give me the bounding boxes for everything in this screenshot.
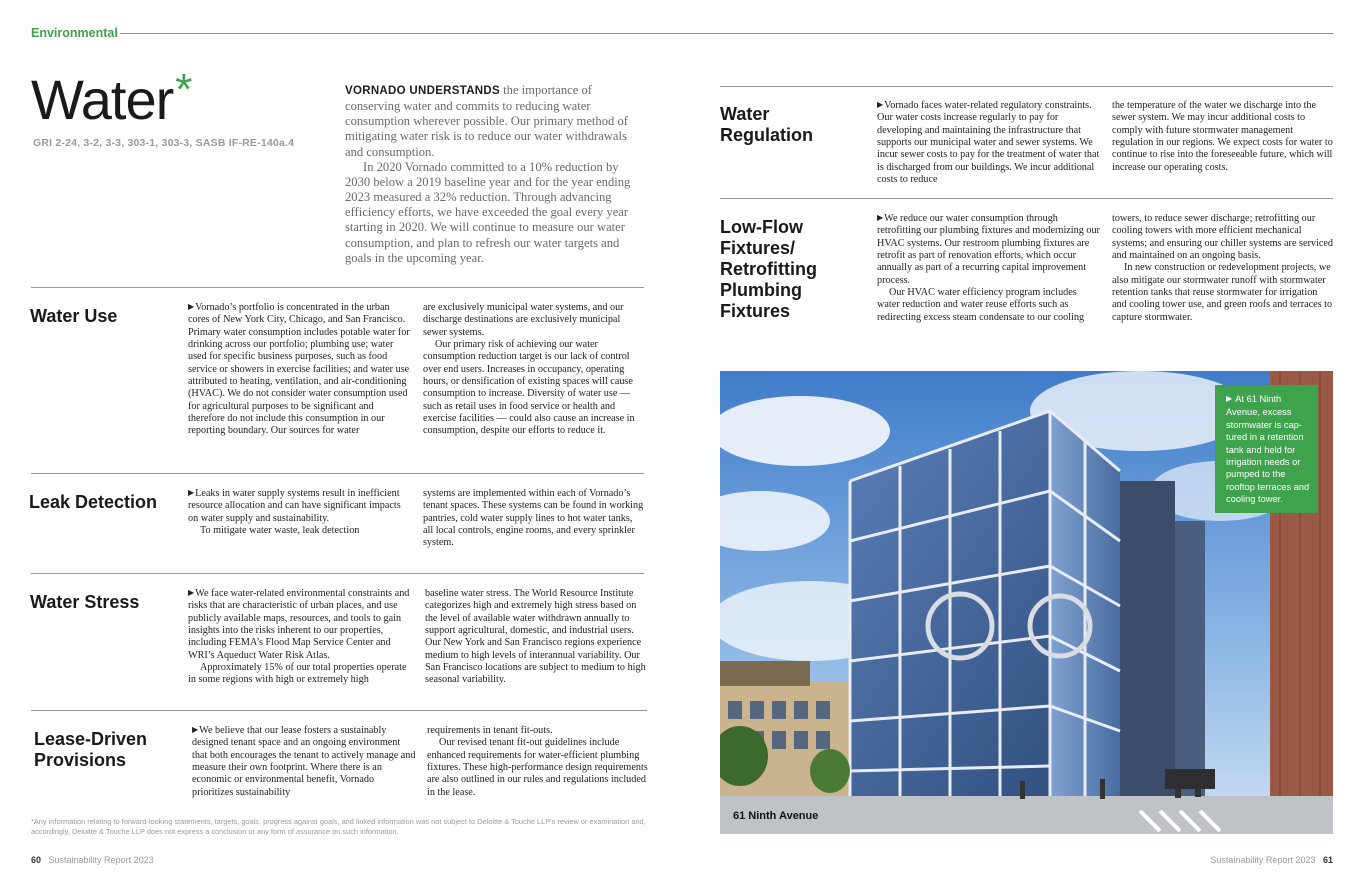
lease-driven-col2: requirements in tenant fit-outs. Our revised tenant fit-out guidelines include enhanced requirements for water-efficient plumbing fixtures. These high-performance design requirements are also outlined in our rules and regulations included in the lease.	[427, 725, 648, 798]
photo-caption-box: ▶ At 61 Ninth Avenue, excess stormwater is cap- tured in a retention tank and held for irrigation needs or pumped to the rooftop terraces and cooling tower.	[1215, 385, 1318, 513]
arrow-icon: ▶	[1226, 394, 1233, 403]
divider	[720, 86, 1333, 87]
arrow-icon: ▶	[188, 488, 195, 497]
intro-lead: VORNADO UNDERSTANDS	[345, 85, 500, 97]
arrow-icon: ▶	[188, 302, 195, 311]
leak-detection-col1: ▶Leaks in water supply systems result in inefficient resource allocation and can have significant impacts on water supply and sustainability. To mitigate water waste, leak detection	[188, 488, 401, 537]
footer-left: 60 Sustainability Report 2023	[31, 855, 154, 865]
gri-reference: GRI 2-24, 3-2, 3-3, 303-1, 303-3, SASB IF-RE-140a.4	[33, 137, 295, 149]
water-use-col2: are exclusively municipal water systems, and our discharge destinations are exclusively municipal sewer systems. Our primary risk of achieving our water consumption reduction target is our lack of control over end users. Increases in occupancy, operating hours, or densification of existing spaces will cause consumption to increase. Diversity of water use — such as retail uses in food service or health and exercise facilities — could also cause an increase in consumption, despite our efforts to reduce it.	[423, 302, 635, 437]
page-title: Water*	[31, 65, 192, 131]
water-regulation-title: Water Regulation	[720, 104, 813, 145]
water-regulation-col2: the temperature of the water we discharge into the sewer system. We may incur additional costs to comply with future stormwater management regulation in our regions. We expect costs for water to continue to rise into the foreseeable future, which will increase our operating costs.	[1112, 100, 1333, 173]
arrow-icon: ▶	[188, 588, 195, 597]
arrow-icon: ▶	[192, 725, 199, 734]
low-flow-title: Low-Flow Fixtures/ Retrofitting Plumbing Fixtures	[720, 217, 817, 321]
divider	[31, 573, 644, 574]
water-stress-col2: baseline water stress. The World Resource Institute categorizes high and extremely high stress based on the level of available water withdrawn annually to support agricultural, domestic, and industrial users. Our New York and San Francisco regions experience medium to high levels of interannual variability. Our San Francisco locations are subject to medium to high seasonal variability.	[425, 588, 646, 686]
divider	[720, 198, 1333, 199]
water-regulation-col1: ▶Vornado faces water-related regulatory constraints. Our water costs increase regularly to pay for developing and maintaining the infrastructure that supports our municipal water and sewer systems. We incur sewer costs to pay for the treatment of water that is discharged from our buildings. We incur additional costs to reduce	[877, 100, 1100, 186]
section-label: Environmental	[31, 26, 118, 40]
leak-detection-col2: systems are implemented within each of Vornado’s tenant spaces. These systems can be found in working pantries, cold water supply lines to hot water tanks, all local controls, engine rooms, and every sprinkler system.	[423, 488, 644, 549]
arrow-icon: ▶	[877, 100, 884, 109]
intro-text: VORNADO UNDERSTANDS the importance of conserving water and commits to reducing water consumption wherever possible. Our primary method of mitigating water risk is to reduce our water withdrawals and consumption. In 2020 Vornado committed to a 10% reduction by 2030 below a 2019 baseline year and for the year ending 2023 measured a 32% reduction. Through advancing efficiency efforts, we have exceeded the goal every year starting in 2020. We will continue to measure our water consumption, and plan to refresh our water targets and goals in the upcoming year.	[345, 83, 645, 266]
header-rule	[120, 33, 1333, 34]
arrow-icon: ▶	[877, 213, 884, 222]
divider	[31, 287, 644, 288]
water-stress-title: Water Stress	[30, 592, 140, 612]
photo-label: 61 Ninth Avenue	[733, 810, 819, 822]
page-number-right: 61	[1322, 855, 1333, 865]
water-use-title: Water Use	[30, 306, 118, 326]
water-use-col1: ▶Vornado’s portfolio is concentrated in the urban cores of New York City, Chicago, and San Francisco. Primary water consumption includes potable water for drinking across our portfolio; plumbing use; water used for specific business purposes, such as food service or showers in exercise facilities; and water use attributed to heating, ventilation, and air-conditioning (HVAC). We do not consider water consumption used for agricultural purposes to be significant and therefore do not include this consumption in our reporting boundary. Our sources for water	[188, 302, 410, 437]
water-stress-col1: ▶We face water-related environmental constraints and risks that are characteristic of urban places, and use publicly available maps, resources, and tools to gain insights into the risks inherent to our properties, including FEMA’s Flood Map Service Center and WRI’s Aqueduct Water Risk Atlas. Approximately 15% of our total properties operate in some regions with high or extremely high	[188, 588, 410, 686]
footer-right: Sustainability Report 2023 61	[1210, 855, 1333, 865]
page-number-left: 60	[31, 855, 42, 865]
title-asterisk: *	[175, 65, 192, 114]
footnote: *Any information relating to forward-looking statements, targets, goals, progress against goals, and linked information was not subject to Deloitte & Touche LLP’s review or examination and, accordingly, Deloitte & Touche LLP does not express a conclusion or any form of assurance on such information.	[31, 817, 646, 836]
divider	[31, 710, 647, 711]
lease-driven-col1: ▶We believe that our lease fosters a sustainably designed tenant space and an ongoing environment that both encourages the tenant to actively manage and measure their own footprint. Where there is an economic or environmental benefit, Vornado prioritizes sustainability	[192, 725, 416, 798]
intro-paragraph-2: In 2020 Vornado committed to a 10% reduction by 2030 below a 2019 baseline year and for the year ending 2023 measured a 32% reduction. Through advancing efficiency efforts, we have exceeded the goal every year starting in 2020. We will continue to measure our water consumption, and plan to refresh our water targets and goals in the upcoming year.	[345, 159, 631, 265]
divider	[31, 473, 644, 474]
lease-driven-title: Lease-Driven Provisions	[34, 729, 148, 770]
leak-detection-title: Leak Detection	[29, 492, 158, 512]
low-flow-col2: towers, to reduce sewer discharge; retrofitting our cooling towers with more efficient mechanical systems; and ensuring our chiller systems are serviced and maintained on an ongoing basis. In new construction or redevelopment projects, we also mitigate our stormwater runoff with stormwater retention tanks that reuse stormwater for irrigation and cooling tower use, and green roofs and terraces to capture stormwater.	[1112, 213, 1333, 323]
low-flow-col1: ▶We reduce our water consumption through retrofitting our plumbing fixtures and modernizing our HVAC systems. Our restroom plumbing fixtures are retrofit as part of renovation efforts, which occur annually as part of a recurring capital improvement process. Our HVAC water efficiency program includes water reduction and water reuse efforts such as redirecting excess steam condensate to our cooling	[877, 213, 1100, 323]
